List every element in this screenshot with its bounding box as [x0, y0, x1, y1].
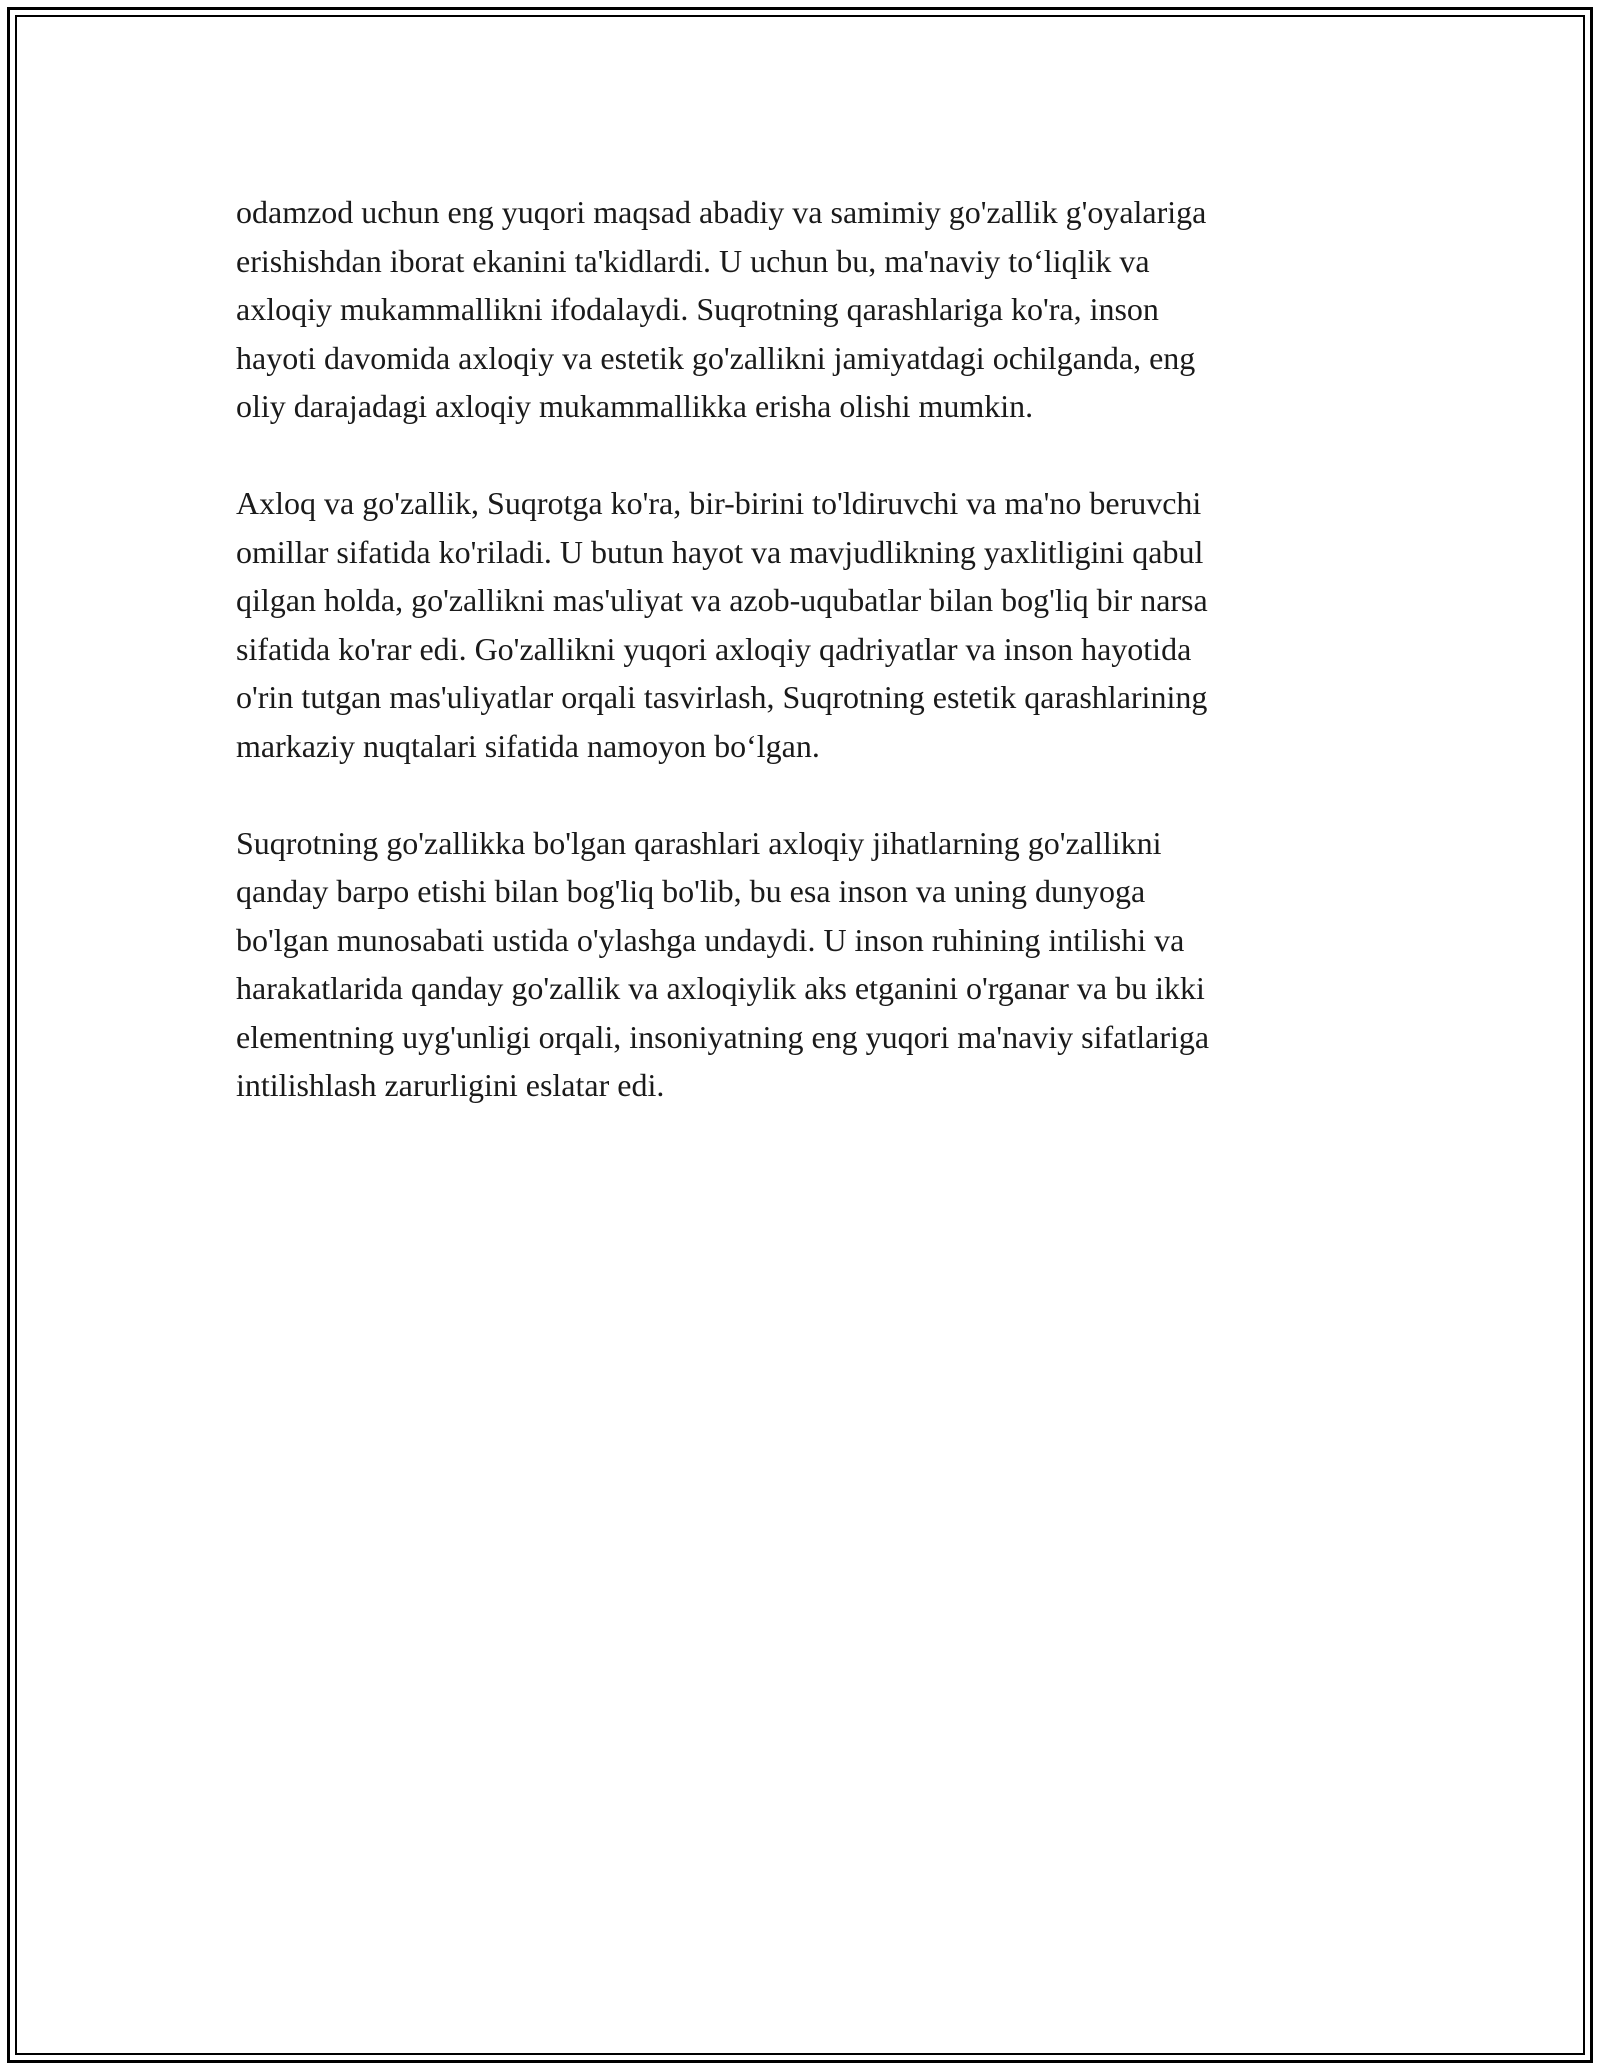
- paragraph-line: harakatlarida qanday go'zallik va axloqiylik aks etganini o'rganar va bu ikki: [236, 970, 1205, 1006]
- paragraph-line: sifatida ko'rar edi. Go'zallikni yuqori axloqiy qadriyatlar va inson hayotida: [236, 630, 1192, 667]
- paragraph-line: elementning uyg'unligi orqali, insoniyatning eng yuqori ma'naviy sifatlariga: [236, 1018, 1210, 1055]
- paragraph-3: [236, 819, 1366, 1110]
- paragraph-line: erishishdan iborat ekanini ta'kidlardi. U uchun bu, ma'naviy to‘liqlik va: [236, 242, 1150, 279]
- paragraph-2: [236, 479, 1366, 770]
- paragraph-line: oliy darajadagi axloqiy mukammallikka erisha olishi mumkin.: [236, 388, 1034, 424]
- paragraph-line: markaziy nuqtalari sifatida namoyon bo‘lgan.: [236, 727, 820, 764]
- paragraph-line: Suqrotning go'zallikka bo'lgan qarashlari axloqiy jihatlarning go'zallikni: [236, 824, 1162, 861]
- paragraph-line: axloqiy mukammallikni ifodalaydi. Suqrotning qarashlariga ko'ra, inson: [236, 291, 1159, 327]
- paragraph-line: odamzod uchun eng yuqori maqsad abadiy va samimiy go'zallik g'oyalariga: [236, 194, 1207, 230]
- paragraph-line: qanday barpo etishi bilan bog'liq bo'lib, bu esa inson va uning dunyoga: [236, 873, 1146, 909]
- paragraph-line: bo'lgan munosabati ustida o'ylashga undaydi. U inson ruhining intilishi va: [236, 921, 1185, 958]
- paragraph-line: hayoti davomida axloqiy va estetik go'zallikni jamiyatdagi ochilganda, eng: [236, 339, 1196, 376]
- paragraph-line: o'rin tutgan mas'uliyatlar orqali tasvirlash, Suqrotning estetik qarashlarining: [236, 679, 1208, 715]
- paragraph-line: Axloq va go'zallik, Suqrotga ko'ra, bir-birini to'ldiruvchi va ma'no beruvchi: [236, 485, 1202, 521]
- paragraph-line: intilishlash zarurligini eslatar edi.: [236, 1067, 665, 1103]
- paragraph-line: omillar sifatida ko'riladi. U butun hayot va mavjudlikning yaxlitligini qabul: [236, 533, 1204, 570]
- paragraph-1: [236, 188, 1366, 431]
- document-body: [236, 188, 1366, 1158]
- paragraph-line: qilgan holda, go'zallikni mas'uliyat va azob-uqubatlar bilan bog'liq bir narsa: [236, 582, 1208, 618]
